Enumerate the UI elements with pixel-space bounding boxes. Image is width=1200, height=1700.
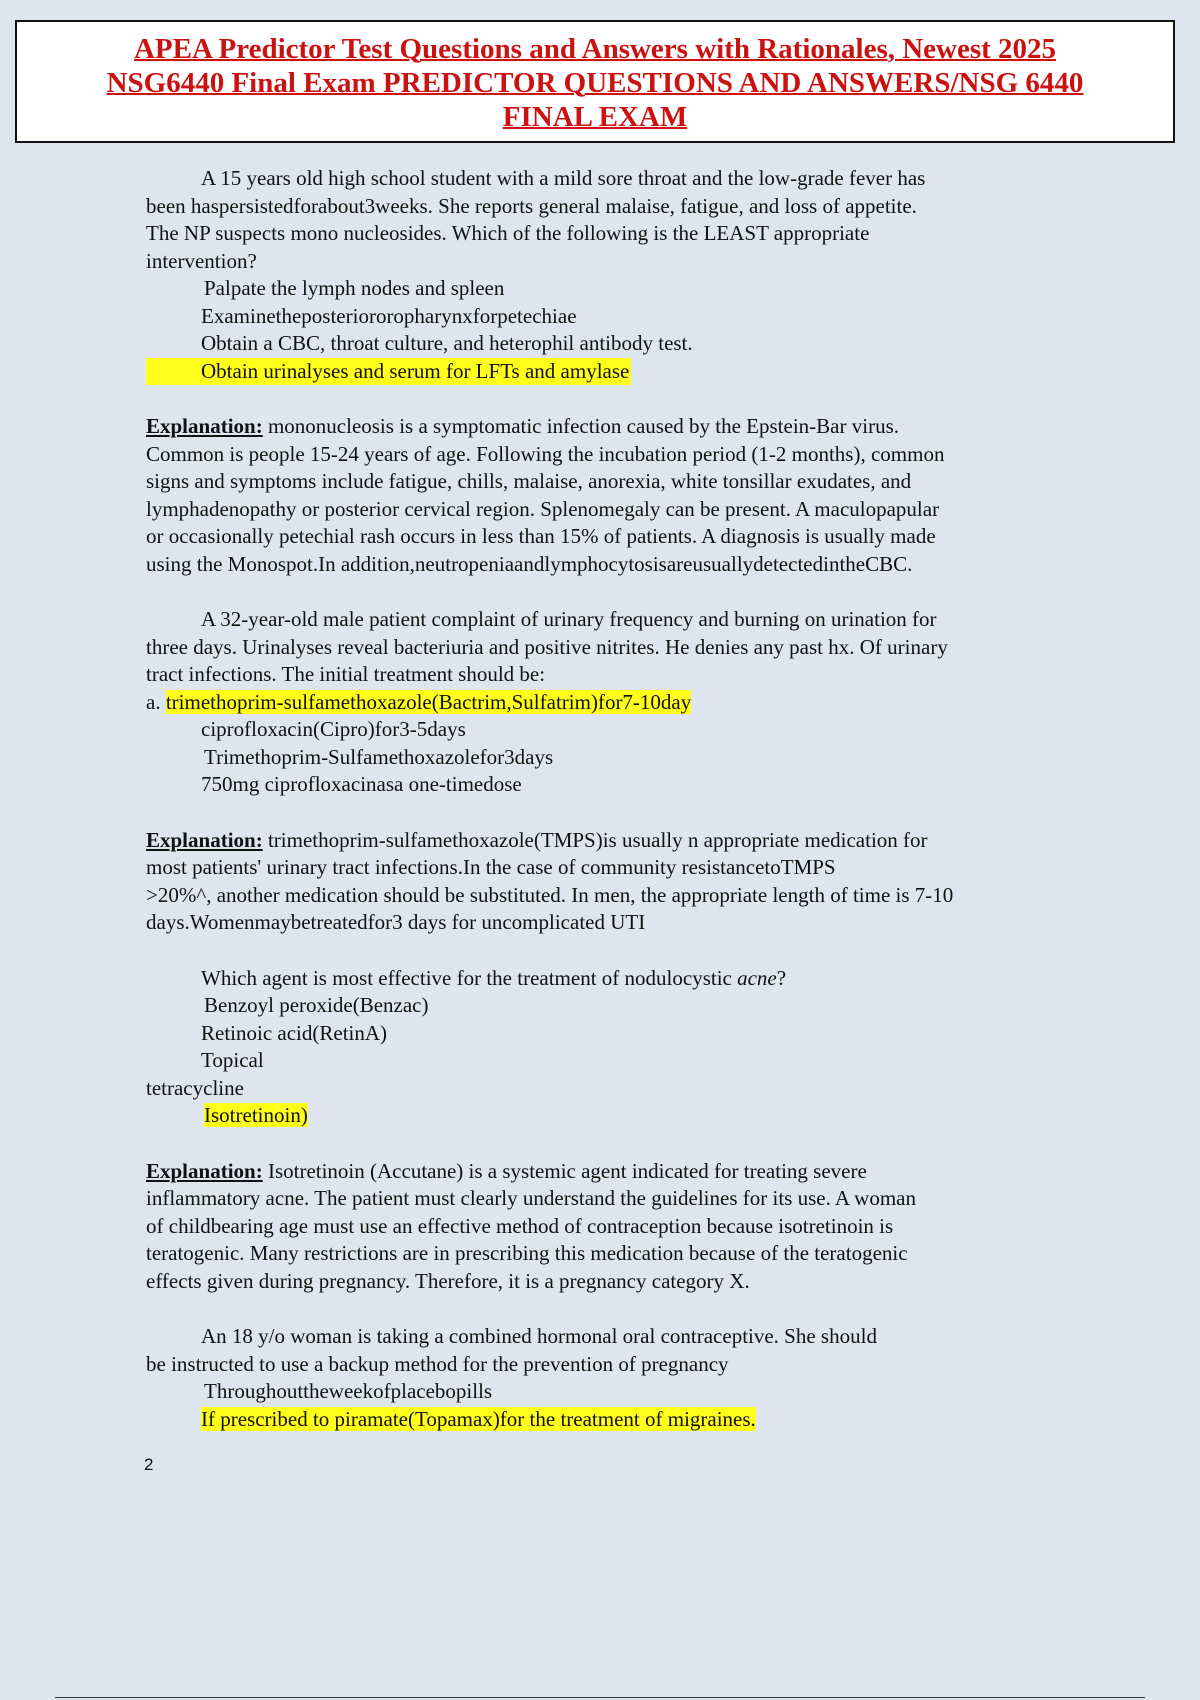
title-line-2: NSG6440 Final Exam PREDICTOR QUESTIONS AND ANSWERS/NSG 6440 — [106, 67, 1084, 99]
question-2-stem-line: three days. Urinalyses reveal bacteriuria and positive nitrites. He denies any past hx. Of urinary — [146, 634, 948, 659]
question-4 — [146, 1323, 1076, 1433]
explanation-text: inflammatory acne. The patient must clearly understand the guidelines for its use. A woman — [146, 1186, 916, 1210]
explanation-text: Isotretinoin (Accutane) is a systemic agent indicated for treating severe — [262, 1158, 867, 1183]
question-1-stem-line: been haspersistedforabout3weeks. She reports general malaise, fatigue, and loss of appetite. — [146, 193, 917, 218]
question-1-stem-line: The NP suspects mono nucleosides. Which of the following is the LEAST appropriate — [146, 221, 870, 245]
question-3-stem-end: ? — [776, 965, 787, 990]
question-4-option: Throughouttheweekofplacebopills — [204, 1379, 493, 1403]
question-1-option: Palpate the lymph nodes and spleen — [204, 276, 505, 300]
explanation-label: Explanation: — [146, 1158, 263, 1183]
question-1 — [146, 165, 1076, 385]
question-2-option: Trimethoprim-Sulfamethoxazolefor3days — [204, 744, 554, 769]
question-2-option: ciprofloxacin(Cipro)for3-5days — [201, 717, 466, 741]
question-3 — [146, 965, 1076, 1130]
question-3-option: Benzoyl peroxide(Benzac) — [204, 993, 429, 1017]
question-3-option: Retinoic acid(RetinA) — [201, 1020, 388, 1045]
explanation-text: of childbearing age must use an effective method of contraception because isotretinoin is — [146, 1213, 894, 1238]
question-1-answer-highlight: Obtain urinalyses and serum for LFTs and amylase — [146, 358, 631, 386]
question-2-option: 750mg ciprofloxacinasa one-timedose — [201, 772, 522, 796]
question-4-stem-line: be instructed to use a backup method for the prevention of pregnancy — [146, 1351, 729, 1376]
explanation-text: teratogenic. Many restrictions are in prescribing this medication because of the teratogenic — [146, 1241, 908, 1265]
explanation-1 — [146, 413, 1076, 578]
explanation-text: effects given during pregnancy. Therefore, it is a pregnancy category X. — [146, 1268, 750, 1293]
explanation-text: trimethoprim-sulfamethoxazole(TMPS)is usually n appropriate medication for — [262, 827, 928, 852]
question-1-stem-line: A 15 years old high school student with a mild sore throat and the low-grade fever has — [201, 166, 926, 190]
explanation-text: Common is people 15-24 years of age. Following the incubation period (1-2 months), common — [146, 441, 945, 466]
explanation-text: using the Monospot.In addition,neutropeniaandlymphocytosisareusuallydetectedintheCBC. — [146, 551, 913, 576]
question-2-stem-line: A 32-year-old male patient complaint of urinary frequency and burning on urination for — [201, 607, 937, 631]
explanation-2 — [146, 827, 1076, 937]
question-2 — [146, 606, 1076, 799]
explanation-text: mononucleosis is a symptomatic infection caused by the Epstein-Bar virus. — [262, 414, 899, 438]
question-2-answer-highlight: trimethoprim-sulfamethoxazole(Bactrim,Sulfatrim)for7-10day — [165, 689, 692, 714]
question-2-option-prefix: a. — [146, 689, 166, 714]
explanation-text: >20%^, another medication should be substituted. In men, the appropriate length of time is 7-10 — [146, 882, 954, 907]
explanation-text: days.Womenmaybetreatedfor3 days for uncomplicated UTI — [146, 910, 646, 934]
question-3-stem: Which agent is most effective for the treatment of nodulocystic — [201, 965, 738, 990]
page-number: 2 — [144, 1455, 154, 1474]
question-3-stem-italic: acne — [737, 965, 777, 990]
explanation-text: most patients' urinary tract infections.In the case of community resistancetoTMPS — [146, 855, 836, 879]
explanation-label: Explanation: — [146, 827, 263, 852]
question-4-answer-highlight: If prescribed to piramate(Topamax)for the treatment of migraines. — [201, 1406, 756, 1431]
question-1-option: Examinetheposteriororopharynxforpetechiae — [201, 303, 577, 328]
footer-divider — [55, 1697, 1145, 1698]
question-1-stem-line: intervention? — [146, 248, 257, 273]
explanation-text: lymphadenopathy or posterior cervical region. Splenomegaly can be present. A maculopapular — [146, 496, 940, 521]
explanation-label: Explanation: — [146, 414, 263, 438]
question-3-answer-highlight: Isotretinoin) — [204, 1103, 308, 1127]
document-title-box — [15, 20, 1175, 143]
document-body — [146, 165, 1076, 1433]
title-line-1: APEA Predictor Test Questions and Answers with Rationales, Newest 2025 — [133, 33, 1057, 65]
explanation-text: or occasionally petechial rash occurs in less than 15% of patients. A diagnosis is usually made — [146, 524, 936, 548]
question-2-stem-line: tract infections. The initial treatment should be: — [146, 662, 546, 686]
title-line-3: FINAL EXAM — [502, 101, 688, 133]
question-3-option: tetracycline — [146, 1075, 244, 1100]
question-1-option: Obtain a CBC, throat culture, and heterophil antibody test. — [201, 331, 693, 355]
question-3-option: Topical — [201, 1048, 264, 1072]
explanation-text: signs and symptoms include fatigue, chills, malaise, anorexia, white tonsillar exudates, and — [146, 469, 912, 493]
question-4-stem-line: An 18 y/o woman is taking a combined hormonal oral contraceptive. She should — [201, 1324, 877, 1348]
explanation-3 — [146, 1158, 1076, 1296]
